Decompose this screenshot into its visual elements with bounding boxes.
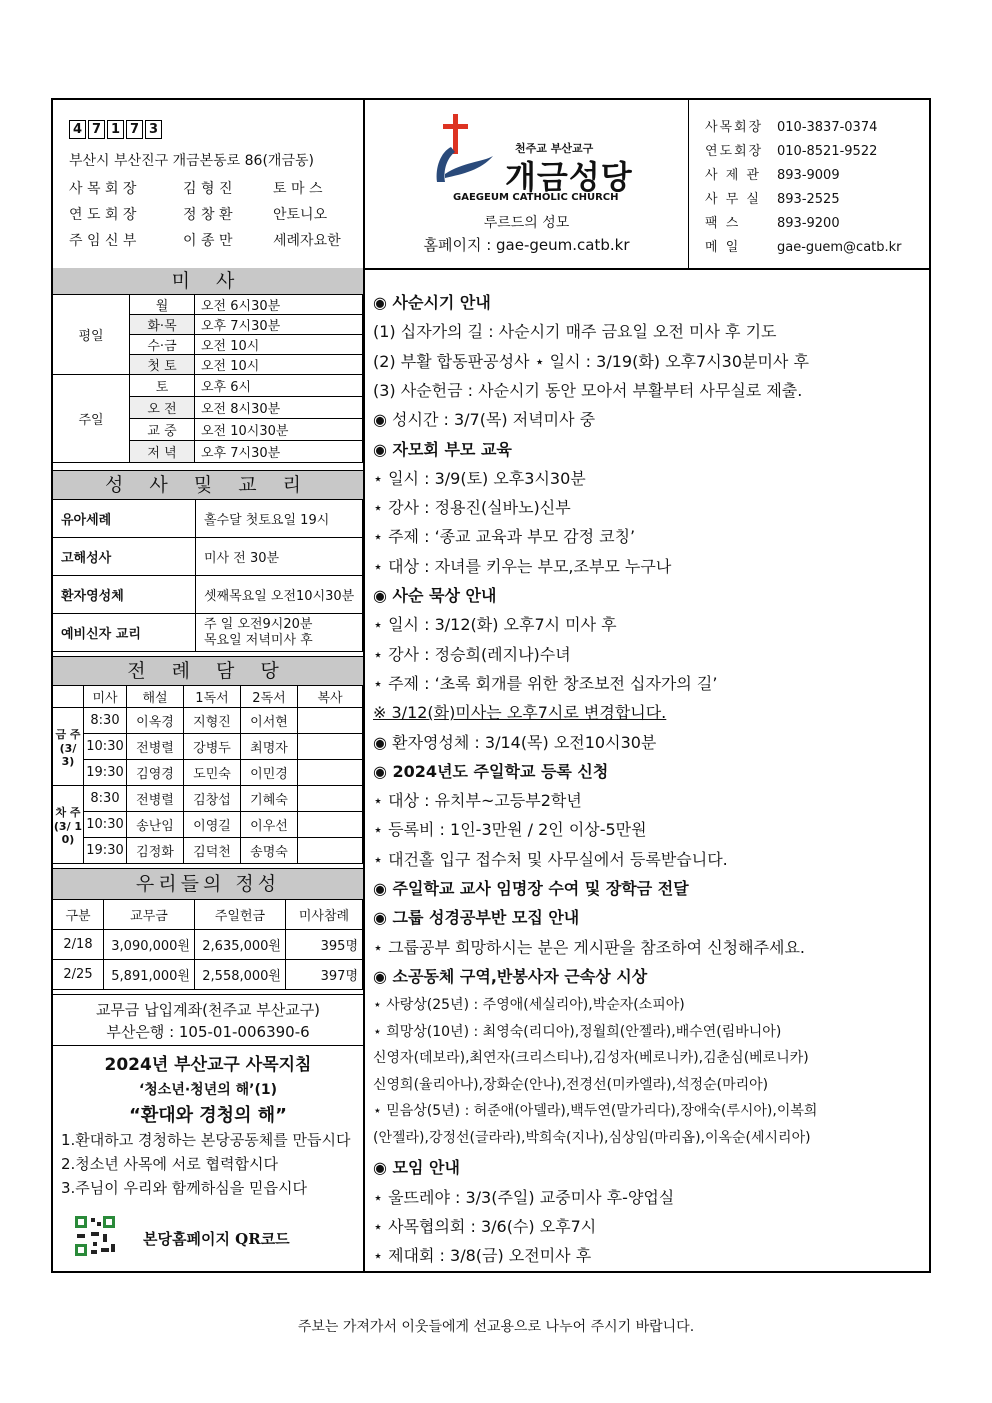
contact-value: 010-3837-0374: [777, 120, 878, 135]
staff-baptism: 세례자요한: [273, 233, 341, 249]
notice-line: 신영희(율리아나),장화순(안나),전경선(미카엘라),석정순(마리아): [373, 1076, 769, 1093]
notice-line: ⋆ 울뜨레야 : 3/3(주일) 교중미사 후-양업실: [373, 1187, 675, 1207]
bulletin-frame: [51, 98, 931, 1273]
mass-day: 저 녁: [130, 441, 195, 463]
liturgy-cell: 8:30: [84, 708, 127, 734]
staff-baptism: 토 마 스: [273, 181, 323, 197]
offering-cell: 2,635,000원: [195, 930, 286, 960]
notice-line: (2) 부활 합동판공성사 ⋆ 일시 : 3/19(화) 오후7시30분미사 후: [373, 351, 809, 371]
mass-day: 첫 토: [130, 355, 195, 375]
notice-line: ⋆ 제대회 : 3/8(금) 오전미사 후: [373, 1246, 592, 1266]
notice-line: ◉ 자모회 부모 교육: [373, 439, 512, 459]
liturgy-cell: 10:30: [84, 812, 127, 838]
contact-value: gae-guem@catb.kr: [777, 240, 902, 255]
liturgy-cell: [298, 708, 363, 734]
mass-day: 토: [130, 375, 195, 397]
notice-line: ※ 3/12(화)미사는 오후7시로 변경합니다.: [373, 703, 667, 723]
homepage-link[interactable]: 홈페이지 : gae-geum.catb.kr: [423, 236, 630, 254]
contact-row: [705, 236, 902, 255]
mass-time: 오전 10시: [195, 335, 363, 355]
liturgy-cell: 송난임: [127, 812, 184, 838]
mass-time: 오전 10시: [195, 355, 363, 375]
liturgy-cell: 10:30: [84, 734, 127, 760]
liturgy-header: 2독서: [241, 686, 298, 708]
sacrament-name: 예비신자 교리: [53, 614, 196, 652]
diocese-label: 천주교 부산교구: [515, 142, 594, 155]
zip-digit: 4: [69, 120, 86, 139]
liturgy-header: 복사: [298, 686, 363, 708]
notice-line: ⋆ 일시 : 3/12(화) 오후7시 미사 후: [373, 615, 617, 635]
left-column: [53, 268, 365, 1273]
liturgy-title: 전 례 담 당: [53, 656, 363, 686]
sacrament-time: 미사 전 30분: [196, 538, 363, 576]
notice-line: ◉ 2024년도 주일학교 등록 신청: [373, 761, 609, 781]
offering-header: 구분: [53, 900, 104, 930]
staff-role: 사 목 회 장: [69, 181, 137, 197]
notice-line: (1) 십자가의 길 : 사순시기 매주 금요일 오전 미사 후 기도: [373, 322, 777, 342]
mass-day: 월: [130, 295, 195, 315]
contact-key: 메 일: [705, 240, 741, 255]
notice-line: ⋆ 사랑상(25년) : 주영애(세실리아),박순자(소피아): [373, 997, 685, 1014]
church-name: 개금성당: [505, 158, 633, 196]
staff-baptism: 안토니오: [273, 207, 328, 223]
address: 부산시 부산진구 개금본동로 86(개금동): [69, 153, 314, 169]
mass-table: [53, 294, 363, 463]
mass-title: 미 사: [53, 268, 363, 295]
sacrament-name: 환자영성체: [53, 576, 196, 614]
contact-value: 893-2525: [777, 192, 840, 207]
staff-name: 이 종 만: [183, 233, 233, 249]
zip-digit: 7: [88, 120, 105, 139]
liturgy-cell: [298, 786, 363, 812]
pastoral-item: 3.주님이 우리와 함께하심을 믿읍시다: [61, 1179, 307, 1197]
contact-key: 사 제 관: [705, 168, 761, 183]
notice-line: ◉ 환자영성체 : 3/14(목) 오전10시30분: [373, 732, 657, 752]
notice-line: ⋆ 사목협의회 : 3/6(수) 오후7시: [373, 1216, 597, 1236]
offering-header: 교무금: [104, 900, 195, 930]
mass-time: 오전 8시30분: [195, 397, 363, 419]
offering-cell: 2/25: [53, 960, 104, 990]
zip-code: [69, 120, 162, 139]
offering-title: 우리들의 정성: [53, 868, 363, 900]
mass-day: 교 중: [130, 419, 195, 441]
sacraments-table: [53, 499, 363, 652]
liturgy-cell: [298, 760, 363, 786]
liturgy-cell: 이서현: [241, 708, 298, 734]
notice-line: ⋆ 대상 : 자녀를 키우는 부모,조부모 누구나: [373, 556, 672, 576]
staff-name: 김 형 진: [183, 181, 233, 197]
sacraments-title: 성 사 및 교 리: [53, 470, 363, 500]
notice-line: ◉ 소공동체 구역,반봉사자 근속상 시상: [373, 966, 648, 986]
sacrament-time: 주 일 오전9시20분 목요일 저녁미사 후: [196, 614, 363, 652]
contact-row: [705, 164, 840, 183]
notice-line: ⋆ 등록비 : 1인-3만원 / 2인 이상-5만원: [373, 820, 647, 840]
offering-cell: 2,558,000원: [195, 960, 286, 990]
liturgy-cell: 도민숙: [184, 760, 241, 786]
staff-row: [69, 204, 327, 224]
notice-line: ⋆ 주제 : ‘초록 회개를 위한 창조보전 십자가의 길’: [373, 673, 718, 693]
offering-header: 주일헌금: [195, 900, 286, 930]
week-label: 금 주 (3/ 3): [53, 708, 84, 786]
contact-row: [705, 140, 877, 159]
notice-line: ◉ 사순 묵상 안내: [373, 586, 497, 605]
notice-line: ⋆ 그룹공부 희망하시는 분은 게시판을 참조하여 신청해주세요.: [373, 937, 806, 957]
liturgy-cell: 전병렬: [127, 734, 184, 760]
liturgy-cell: 이우선: [241, 812, 298, 838]
mass-time: 오후 7시30분: [195, 441, 363, 463]
week-label: 차 주 (3/ 10): [53, 786, 84, 864]
liturgy-header: 해설: [127, 686, 184, 708]
mass-day: 오 전: [130, 397, 195, 419]
notice-line: ◉ 주일학교 교사 임명장 수여 및 장학금 전달: [373, 879, 689, 898]
sacrament-time: 홀수달 첫토요일 19시: [196, 500, 363, 538]
pastoral-items: [61, 1128, 350, 1200]
header-info: [53, 100, 365, 268]
liturgy-cell: 8:30: [84, 786, 127, 812]
account-box: [53, 994, 363, 1046]
mass-day: 수·금: [130, 335, 195, 355]
offering-cell: 2/18: [53, 930, 104, 960]
staff-role: 연 도 회 장: [69, 207, 137, 223]
sacrament-name: 유아세례: [53, 500, 196, 538]
footer-message: 주보는 가져가서 이웃들에게 선교용으로 나누어 주시기 바랍니다.: [297, 1319, 695, 1335]
liturgy-cell: 19:30: [84, 760, 127, 786]
liturgy-cell: 김덕천: [184, 838, 241, 864]
liturgy-cell: 전병렬: [127, 786, 184, 812]
notice-line: ◉ 모임 안내: [373, 1158, 460, 1178]
contact-key: 사 무 실: [705, 192, 761, 207]
offering-cell: 397명: [286, 960, 363, 990]
staff-row: [69, 178, 322, 198]
notice-line: ◉ 사순시기 안내: [373, 293, 491, 312]
liturgy-cell: 이영길: [184, 812, 241, 838]
patron-saint: 루르드의 성모: [483, 215, 570, 231]
mass-time: 오후 6시: [195, 375, 363, 397]
contact-value: 010-8521-9522: [777, 144, 878, 159]
liturgy-header: 미사: [84, 686, 127, 708]
notice-line: ⋆ 대상 : 유치부~고등부2학년: [373, 791, 582, 811]
offering-cell: 3,090,000원: [104, 930, 195, 960]
contact-key: 팩 스: [705, 216, 741, 231]
liturgy-cell: 김정화: [127, 838, 184, 864]
church-cross-icon: [423, 112, 493, 192]
contact-value: 893-9200: [777, 216, 840, 231]
mass-time: 오후 7시30분: [195, 315, 363, 335]
liturgy-cell: 송명숙: [241, 838, 298, 864]
pastoral-subtitle: ‘청소년·청년의 해’(1): [138, 1082, 278, 1098]
zip-digit: 1: [107, 120, 124, 139]
sacrament-time: 셋째목요일 오전10시30분: [196, 576, 363, 614]
pastoral-item: 2.청소년 사목에 서로 협력합시다: [61, 1155, 278, 1173]
pastoral-theme: “환대와 경청의 해”: [129, 1105, 287, 1126]
contact-key: 사목회장: [705, 120, 764, 135]
zip-digit: 3: [145, 120, 162, 139]
offering-cell: 395명: [286, 930, 363, 960]
notices-column: [365, 268, 929, 1273]
mass-day: 화·목: [130, 315, 195, 335]
liturgy-cell: [298, 812, 363, 838]
liturgy-cell: 기혜숙: [241, 786, 298, 812]
church-name-en: GAEGEUM CATHOLIC CHURCH: [453, 192, 619, 203]
staff-row: [69, 230, 341, 250]
notice-line: ⋆ 일시 : 3/9(토) 오후3시30분: [373, 468, 586, 488]
liturgy-cell: 최명자: [241, 734, 298, 760]
liturgy-cell: 19:30: [84, 838, 127, 864]
notice-line: ⋆ 대건홀 입구 접수처 및 사무실에서 등록받습니다.: [373, 849, 728, 869]
offering-cell: 5,891,000원: [104, 960, 195, 990]
notice-line: ⋆ 강사 : 정용진(실바노)신부: [373, 498, 571, 518]
notice-line: ◉ 그룹 성경공부반 모집 안내: [373, 908, 580, 928]
pastoral-title: 2024년 부산교구 사목지침: [104, 1055, 312, 1075]
sunday-label: 주일: [53, 375, 130, 463]
qr-code-icon[interactable]: [73, 1214, 117, 1258]
mass-time: 오전 6시30분: [195, 295, 363, 315]
qr-label: 본당홈페이지 QR코드: [143, 1230, 290, 1248]
notice-line: ⋆ 믿음상(5년) : 허준애(아델라),백두연(말가리다),장애숙(루시아),이복희: [373, 1103, 818, 1120]
pastoral-item: 1.환대하고 경청하는 본당공동체를 만듭시다: [61, 1131, 351, 1149]
offering-header: 미사참례: [286, 900, 363, 930]
header: [53, 100, 929, 270]
contact-row: [705, 116, 877, 135]
liturgy-cell: 이옥경: [127, 708, 184, 734]
liturgy-cell: 이민경: [241, 760, 298, 786]
sacrament-name: 고해성사: [53, 538, 196, 576]
staff-name: 정 창 환: [183, 207, 233, 223]
staff-role: 주 임 신 부: [69, 233, 137, 249]
pastoral-guideline: [53, 1050, 363, 1127]
notice-line: ⋆ 주제 : ‘종교 교육과 부모 감정 코칭’: [373, 527, 636, 547]
liturgy-cell: [298, 838, 363, 864]
mass-time: 오전 10시30분: [195, 419, 363, 441]
liturgy-cell: 김영경: [127, 760, 184, 786]
header-contacts: [689, 100, 929, 268]
account-number: 부산은행 : 105-01-006390-6: [106, 1023, 310, 1041]
contact-row: [705, 212, 840, 231]
notice-line: (3) 사순헌금 : 사순시기 동안 모아서 부활부터 사무실로 제출.: [373, 380, 803, 400]
liturgy-cell: [298, 734, 363, 760]
header-logo: [365, 100, 689, 268]
liturgy-table: [53, 685, 363, 864]
contact-value: 893-9009: [777, 168, 840, 183]
account-label: 교무금 납입계좌(천주교 부산교구): [95, 1001, 321, 1019]
notice-line: ⋆ 강사 : 정승희(레지나)수녀: [373, 644, 571, 664]
notice-line: 신영자(데보라),최연자(크리스티나),김성자(베로니카),김춘심(베로니카): [373, 1050, 809, 1067]
notice-line: ⋆ 희망상(10년) : 최영숙(리디아),정월희(안젤라),배수연(림바니아): [373, 1023, 782, 1040]
offering-table: [53, 899, 363, 990]
notice-line: (안젤라),강정선(글라라),박희숙(지나),심상임(마리옵),이옥순(세시리아): [373, 1129, 811, 1146]
zip-digit: 7: [126, 120, 143, 139]
contact-row: [705, 188, 840, 207]
liturgy-cell: 김창섭: [184, 786, 241, 812]
notice-line: ◉ 성시간 : 3/7(목) 저녁미사 중: [373, 410, 596, 430]
liturgy-header: 1독서: [184, 686, 241, 708]
weekday-label: 평일: [53, 295, 130, 375]
liturgy-cell: 지형진: [184, 708, 241, 734]
liturgy-cell: 강병두: [184, 734, 241, 760]
contact-key: 연도회장: [705, 144, 764, 159]
